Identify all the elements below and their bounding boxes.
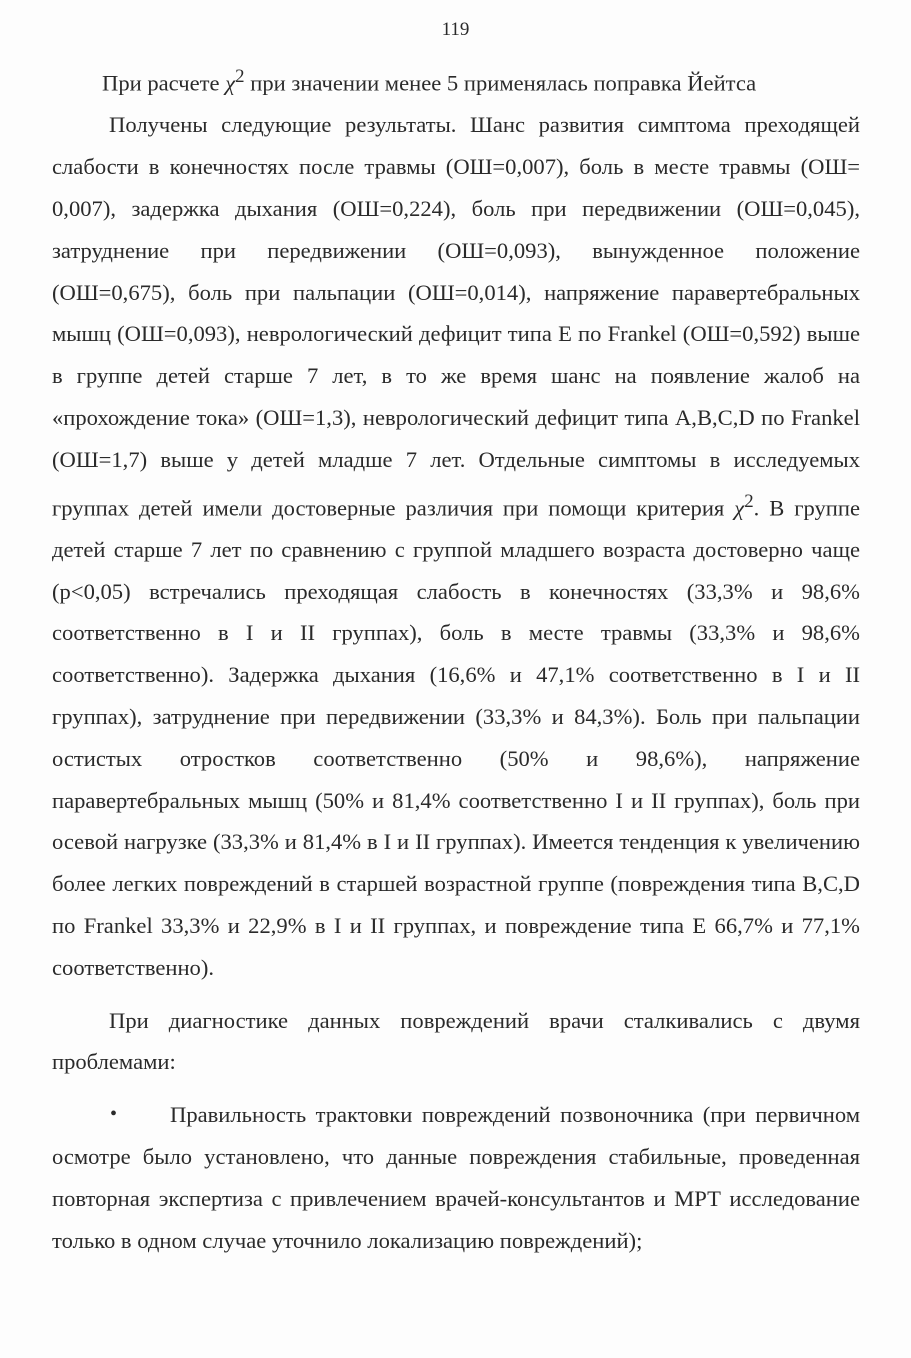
chi-symbol: χ <box>225 70 236 96</box>
page-number: 119 <box>441 19 470 40</box>
paragraph-yates-correction <box>52 56 860 104</box>
chi-symbol: χ <box>734 495 745 521</box>
superscript: 2 <box>235 66 245 87</box>
superscript: 2 <box>744 490 754 512</box>
document-body <box>52 56 860 1261</box>
bullet-text: Правильность трактовки повреждений позвоночника (при первичном осмотре было установлено, что данные повреждения стабильные, проведенная повторная экспертиза с привлечением врачей-консультантов и МРТ исследование только в одном случае уточнило локализацию повреждений); <box>52 1102 860 1253</box>
paragraph-text: при значении менее 5 применялась поправка Йейтса <box>244 70 757 96</box>
bullet-item <box>52 1094 860 1261</box>
paragraph-results <box>52 104 860 988</box>
paragraph-text: При расчете <box>102 70 226 96</box>
bullet-icon: • <box>110 1103 118 1126</box>
paragraph-text: . В группе детей старше 7 лет по сравнению с группой младшего возраста достоверно чаще (p<0,05) встречались преходящая слабость в конечностях (33,3% и 98,6% соответственно в I и II группах), боль в месте травмы (33,3% и 98,6% соответственно). Задержка дыхания (16,6% и 47,1% соответственно в I и II группах), затруднение при передвижении (33,3% и 84,3%). Боль при пальпации остистых отростков соответственно (50% и 98,6%), напряжение паравертебральных мышц (50% и 81,4% соответственно I и II группах), боль при осевой нагрузке (33,3% и 81,4% в I и II группах). Имеется тенденция к увеличению более легких повреждений в старшей возрастной группе (повреждения типа В,С,D по Frankel 33,3% и 22,9% в I и II группах, и повреждение типа Е 66,7% и 77,1% соответственно). <box>52 495 860 980</box>
paragraph-diagnostics: При диагностике данных повреждений врачи сталкивались с двумя проблемами: <box>52 1007 860 1075</box>
paragraph-text: Получены следующие результаты. Шанс развития симптома преходящей слабости в конечностях после травмы (ОШ=0,007), боль в месте травмы (ОШ= 0,007), задержка дыхания (ОШ=0,224), боль при передвижении (ОШ=0,045), затруднение при передвижении (ОШ=0,093), вынужденное положение (ОШ=0,675), боль при пальпации (ОШ=0,014), напряжение паравертебральных мышц (ОШ=0,093), неврологический дефицит типа Е по Frankel (ОШ=0,592) выше в группе детей старше 7 лет, в то же время шанс на появление жалоб на «прохождение тока» (ОШ=1,3), неврологический дефицит типа А,В,С,D по Frankel (ОШ=1,7) выше у детей младше 7 лет. Отдельные симптомы в исследуемых группах детей имели достоверные различия при помощи критерия <box>52 112 860 521</box>
